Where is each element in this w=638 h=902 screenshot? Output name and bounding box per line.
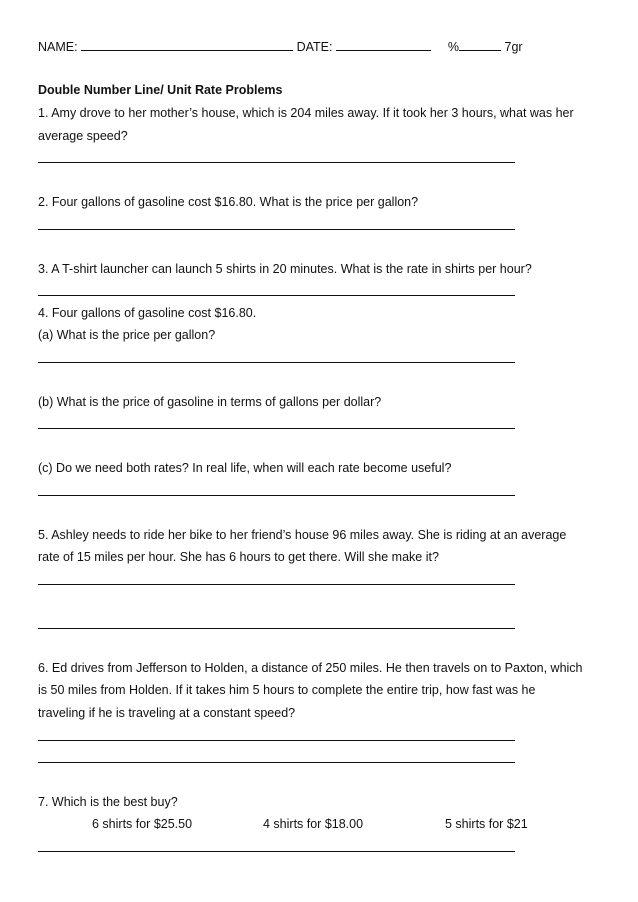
q6-text-line2: is 50 miles from Holden. If it takes him 5 hours to complete the entire trip, how fast was he [38,683,536,697]
q6-text-line3: traveling if he is traveling at a constant speed? [38,706,296,720]
q5-answer-line-1[interactable] [38,584,515,585]
q7-text: 7. Which is the best buy? [38,795,178,809]
q6-answer-line-1[interactable] [38,740,515,741]
percent-blank[interactable] [459,38,501,51]
name-blank[interactable] [81,38,293,51]
q1-text-line2: average speed? [38,129,128,143]
q5-answer-line-2[interactable] [38,628,515,629]
q4a-text: (a) What is the price per gallon? [38,328,216,342]
percent-label: % [447,40,460,54]
q4c-text: (c) Do we need both rates? In real life, when will each rate become useful? [38,461,452,475]
q6-text-line1: 6. Ed drives from Jefferson to Holden, a distance of 250 miles. He then travels on to Paxton, which [38,661,583,675]
date-blank[interactable] [336,38,431,51]
date-label: DATE: [296,40,333,54]
header-line [38,38,523,55]
grade-label: 7gr [504,40,523,54]
q7-option-2: 4 shirts for $18.00 [263,817,364,831]
q7-option-3: 5 shirts for $21 [445,817,528,831]
q1-text-line1: 1. Amy drove to her mother’s house, which is 204 miles away. If it took her 3 hours, what was her [38,106,574,120]
q7-option-1: 6 shirts for $25.50 [92,817,193,831]
q2-text: 2. Four gallons of gasoline cost $16.80. What is the price per gallon? [38,195,419,209]
q1-answer-line[interactable] [38,162,515,163]
q4b-answer-line[interactable] [38,428,515,429]
q7-answer-line[interactable] [38,851,515,852]
q2-answer-line[interactable] [38,229,515,230]
q6-answer-line-2[interactable] [38,762,515,763]
page-title: Double Number Line/ Unit Rate Problems [38,83,283,97]
q5-text-line1: 5. Ashley needs to ride her bike to her friend’s house 96 miles away. She is riding at an average [38,528,567,542]
q4a-answer-line[interactable] [38,362,515,363]
q4c-answer-line[interactable] [38,495,515,496]
q4b-text: (b) What is the price of gasoline in terms of gallons per dollar? [38,395,382,409]
q4-text: 4. Four gallons of gasoline cost $16.80. [38,306,257,320]
name-label: NAME: [38,40,78,54]
q3-text: 3. A T-shirt launcher can launch 5 shirts in 20 minutes. What is the rate in shirts per hour? [38,262,532,276]
q3-answer-line[interactable] [38,295,515,296]
q5-text-line2: rate of 15 miles per hour. She has 6 hours to get there. Will she make it? [38,550,439,564]
